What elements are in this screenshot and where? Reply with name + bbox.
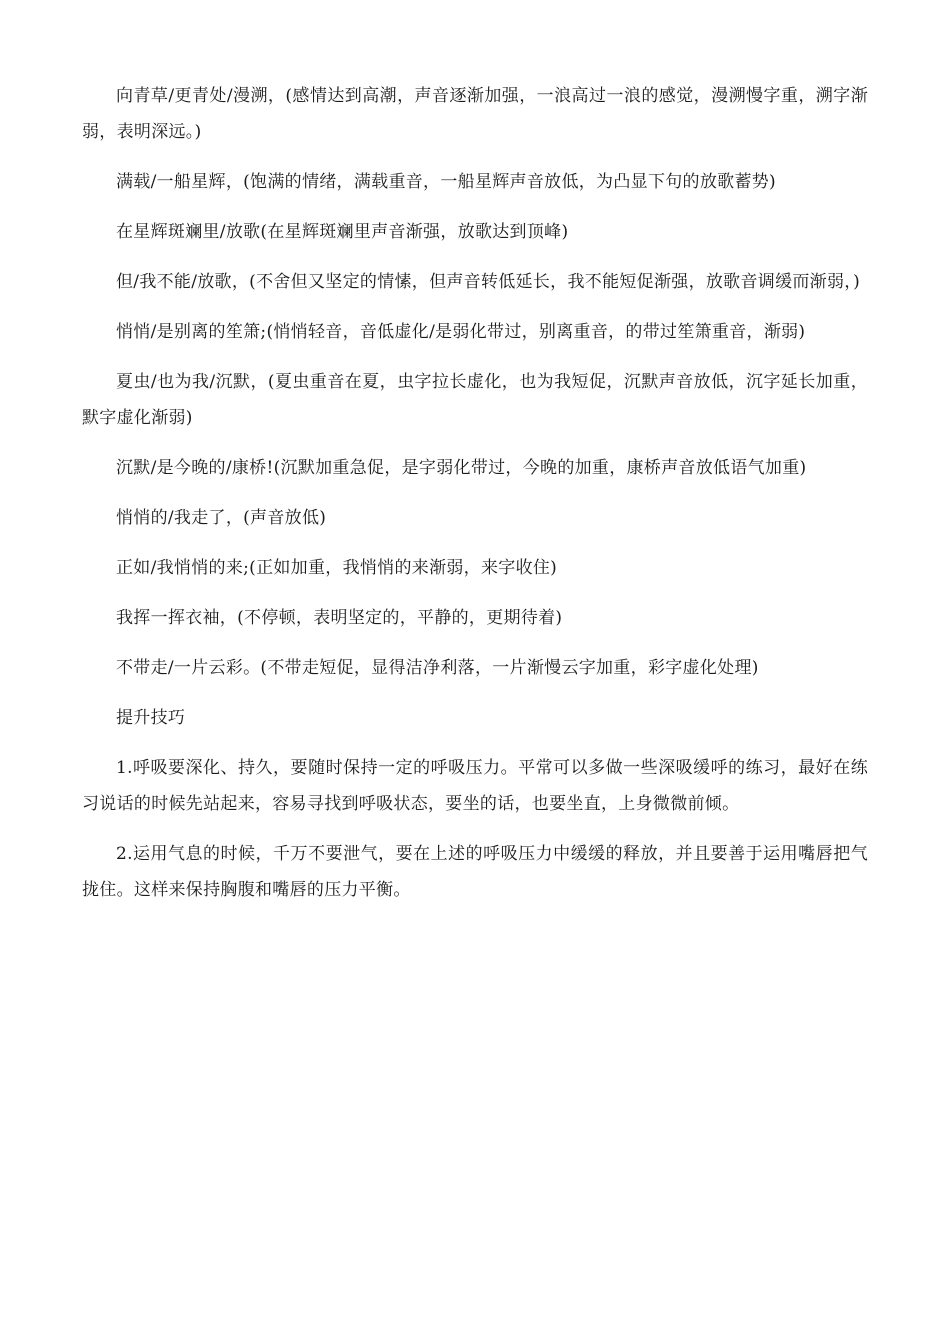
section-heading-tips: 提升技巧: [116, 708, 186, 728]
paragraph-line-10: 我挥一挥衣袖，(不停顿，表明坚定的，平静的，更期待着): [116, 608, 563, 628]
paragraph-line-6: 夏虫/也为我/沉默，(夏虫重音在夏，虫字拉长虚化，也为我短促，沉默声音放低，沉字延长加重，默字虚化渐弱): [82, 372, 868, 428]
paragraph-line-2: 满载/一船星辉，(饱满的情绪，满载重音，一船星辉声音放低，为凸显下句的放歌蓄势): [116, 172, 776, 192]
paragraph-line-9: 正如/我悄悄的来;(正如加重，我悄悄的来渐弱，来字收住): [116, 558, 558, 578]
document-body: [82, 78, 868, 908]
paragraph-line-8: 悄悄的/我走了，(声音放低): [116, 508, 327, 528]
tip-item-2: 2.运用气息的时候，千万不要泄气，要在上述的呼吸压力中缓缓的释放，并且要善于运用嘴唇把气拢住。这样来保持胸腹和嘴唇的压力平衡。: [82, 844, 868, 900]
tip-item-1: 1.呼吸要深化、持久，要随时保持一定的呼吸压力。平常可以多做一些深吸缓呼的练习，最好在练习说话的时候先站起来，容易寻找到呼吸状态，要坐的话，也要坐直，上身微微前倾。: [82, 758, 868, 814]
paragraph-line-3: 在星辉斑斓里/放歌(在星辉斑斓里声音渐强，放歌达到顶峰): [116, 222, 569, 242]
paragraph-line-11: 不带走/一片云彩。(不带走短促，显得洁净利落，一片渐慢云字加重，彩字虚化处理): [116, 658, 759, 678]
paragraph-line-7: 沉默/是今晚的/康桥!(沉默加重急促，是字弱化带过，今晚的加重，康桥声音放低语气加重): [116, 458, 807, 478]
paragraph-line-1: 向青草/更青处/漫溯，(感情达到高潮，声音逐渐加强，一浪高过一浪的感觉，漫溯慢字重，溯字渐弱，表明深远。): [82, 86, 868, 142]
paragraph-line-4: 但/我不能/放歌，(不舍但又坚定的情愫，但声音转低延长，我不能短促渐强，放歌音调缓而渐弱，): [116, 272, 861, 292]
paragraph-line-5: 悄悄/是别离的笙箫;(悄悄轻音，音低虚化/是弱化带过，别离重音，的带过笙箫重音，渐弱): [116, 322, 806, 342]
